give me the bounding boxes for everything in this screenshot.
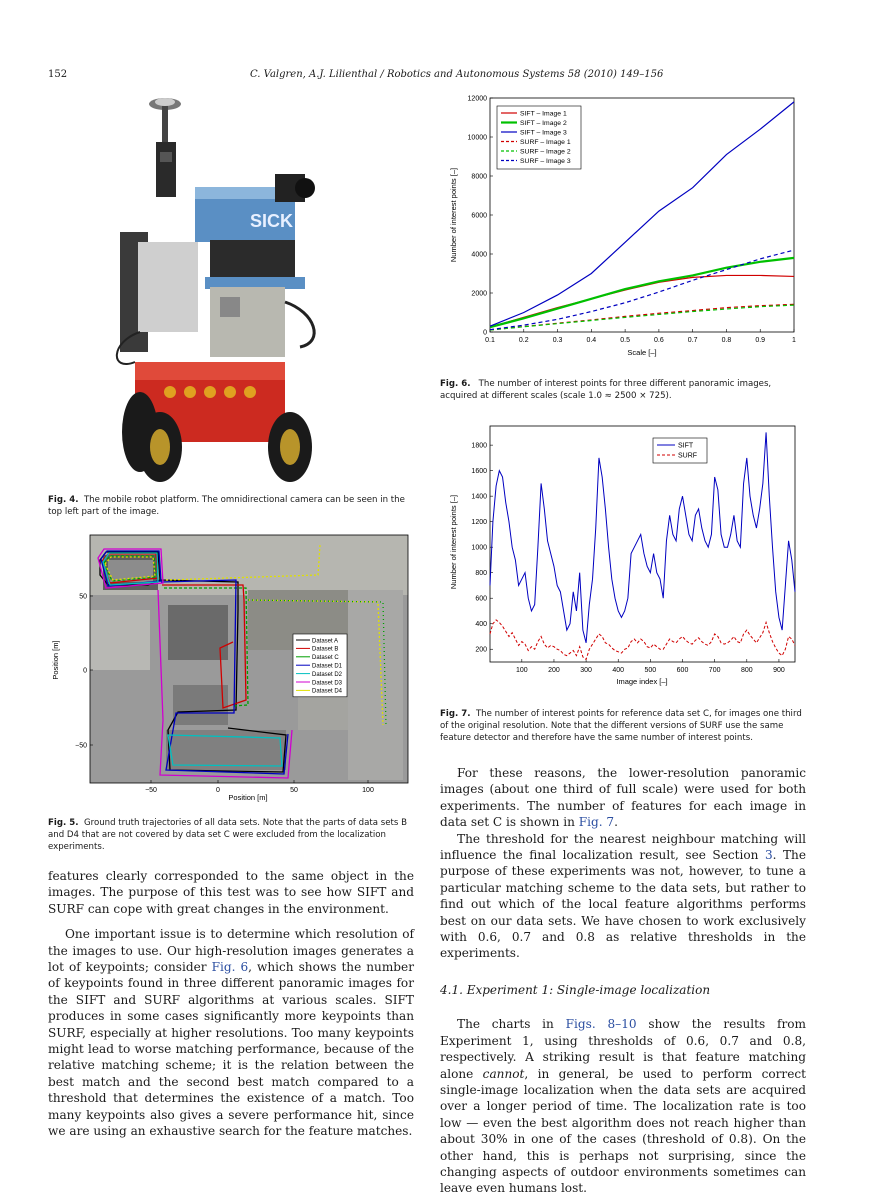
fig6-ytick-label: 12000: [467, 95, 487, 103]
fig5-legend-entry: Dataset D3: [312, 680, 343, 687]
fig5-legend-entry: Dataset D2: [312, 671, 343, 678]
fig7-xtick-label: 900: [773, 667, 785, 674]
fig6-xtick-label: 0.3: [552, 337, 563, 344]
fig7-xtick-label: 100: [515, 667, 528, 674]
fig7-caption: [440, 708, 806, 744]
fig6-ytick-label: 4000: [471, 251, 487, 259]
right-column-text: [440, 765, 806, 1197]
right-p1-text-a: For these reasons, the lower-resolution panoramic images (about one third of full scale) were used for both experiments. The number of features for each image in data set C is shown in: [440, 766, 806, 830]
fig7-label: Fig. 7.: [440, 709, 471, 719]
figs-8-10-link[interactable]: Figs. 8–10: [565, 1017, 637, 1032]
fig7-xtick-label: 300: [580, 667, 592, 674]
fig6-xlabel: Scale [–]: [627, 348, 657, 357]
right-p3-emphasis: cannot: [482, 1066, 525, 1081]
right-p2-text-a: The threshold for the nearest neighbour matching will influence the final localization result, see Section: [440, 831, 806, 863]
fig7-xtick-label: 600: [676, 667, 689, 674]
right-p3-text-a: The charts in: [457, 1017, 566, 1032]
fig4-text: The mobile robot platform. The omnidirectional camera can be seen in the top left part of the image.: [48, 495, 405, 517]
fig7-link[interactable]: Fig. 7: [578, 815, 615, 830]
fig6-ylabel: Number of interest points [–]: [449, 167, 458, 263]
fig5-xtick-label: 100: [362, 787, 374, 794]
fig5-caption: [48, 817, 414, 853]
fig7-xtick-label: 800: [740, 667, 753, 674]
fig5-xlabel: Position [m]: [228, 793, 268, 802]
fig7-ytick-label: 200: [475, 646, 487, 654]
left-p2-text-a: One important issue is to determine which resolution of the images to use. Our high-resolution images generates a lot of keypoints; consider: [48, 927, 414, 975]
fig5-ytick-label: 50: [79, 593, 87, 601]
fig7-xtick-label: 200: [548, 667, 560, 674]
fig6-legend-entry: SIFT – Image 2: [520, 120, 567, 127]
right-p3-text-c: , in general, be used to perform correct single-image localization when the data sets are acquired over a longer period of time. The localization rate is too low — even the best algorithm does not reach higher than about 30% in one of the cases (threshold of 0.8). On the other hand, this is perhaps not surprising, since the changing aspects of outdoor environments sometimes can leave even humans lost.: [440, 1066, 806, 1196]
fig6-xtick-label: 0.6: [654, 337, 664, 344]
fig5-legend-entry: Dataset A: [312, 638, 339, 645]
fig6-legend-entry: SIFT – Image 3: [520, 129, 567, 137]
fig7-ylabel: Number of interest points [–]: [449, 494, 458, 590]
fig6-xtick-label: 0.7: [687, 337, 698, 344]
fig5-legend-entry: Dataset D1: [312, 663, 343, 670]
fig7-ytick-label: 1800: [471, 442, 487, 450]
fig6-legend-entry: SURF – Image 3: [520, 158, 571, 165]
fig6-xtick-label: 0.5: [620, 337, 630, 344]
fig6-legend-entry: SURF – Image 2: [520, 148, 571, 156]
running-title: C. Valgren, A.J. Lilienthal / Robotics and Autonomous Systems 58 (2010) 149–156: [250, 69, 664, 80]
robot-photo: [100, 92, 332, 484]
fig5-label: Fig. 5.: [48, 818, 79, 828]
fig7-ytick-label: 600: [475, 595, 487, 603]
fig4-caption: [48, 494, 414, 518]
fig7-xlabel: Image index [–]: [616, 677, 668, 686]
fig5-ytick-label: −50: [75, 742, 87, 750]
fig6-xtick-label: 0.2: [518, 337, 529, 344]
fig6-legend-entry: SURF – Image 1: [520, 139, 571, 146]
fig6-xtick-label: 1: [792, 337, 796, 344]
fig7-ytick-label: 1600: [471, 468, 487, 476]
fig6-label: Fig. 6.: [440, 379, 471, 389]
fig7-ytick-label: 1200: [471, 519, 487, 527]
left-p2-text-b: , which shows the number of keypoints found in three different panoramic images for the SIFT and SURF algorithms at various scales. SIFT produces in some cases significantly more keypoints than SURF, especially at higher resolutions. Too many keypoints might lead to worse matching performance, because of the relative matching scheme; it is the relation between the best match and the second best match compared to a threshold that determines the existence of a match. Too many keypoints also gives a severe performance hit, since we are using an exhaustive search for the feature matches.: [48, 960, 414, 1139]
fig7-xtick-label: 500: [644, 667, 657, 674]
fig7-ytick-label: 400: [475, 621, 487, 629]
fig4-label: Fig. 4.: [48, 495, 79, 505]
fig5-xtick-label: −50: [145, 787, 157, 794]
right-p1-text-b: .: [614, 815, 618, 830]
right-p3-text-b: show the results from Experiment 1, using thresholds of 0.6, 0.7 and 0.8, respectively. A striking result is that feature matching alone: [440, 1017, 807, 1081]
right-paragraph-3: [440, 1016, 806, 1196]
page-number: 152: [48, 69, 68, 80]
right-paragraph-1: [440, 765, 806, 831]
fig5-xtick-label: 50: [290, 787, 298, 794]
fig7-legend-entry: SURF: [678, 452, 698, 460]
fig5-legend-entry: Dataset D4: [312, 688, 343, 695]
fig6-link[interactable]: Fig. 6: [211, 960, 249, 975]
section-heading: 4.1. Experiment 1: Single-image localization: [440, 982, 711, 997]
fig7-text: The number of interest points for reference data set C, for images one third of the original resolution. Note that the different versions of SURF use the same feature detector and therefore have the same number of interest points.: [440, 709, 802, 743]
fig5-xtick-label: 0: [216, 787, 220, 794]
fig5-legend-entry: Dataset C: [312, 655, 339, 662]
fig6-chart: [440, 90, 810, 370]
fig6-text: The number of interest points for three different panoramic images, acquired at different scales (scale 1.0 ≈ 2500 × 725).: [440, 379, 772, 401]
fig5-ylabel: Position [m]: [51, 640, 60, 680]
fig7-legend-entry: SIFT: [678, 442, 694, 450]
fig5-legend-entry: Dataset B: [312, 646, 339, 653]
left-paragraph-1: features clearly corresponded to the same object in the images. The purpose of this test was to see how SIFT and SURF can cope with great changes in the environment.: [48, 869, 414, 916]
right-p2-text-b: . The purpose of these experiments was not, however, to tune a particular matching scheme to the data sets, but rather to find out which of the local feature algorithms performs best on our data sets. We have chosen to work exclusively with 0.6, 0.7 and 0.8 as relative thresholds in the experiments.: [440, 848, 806, 961]
fig6-legend-entry: SIFT – Image 1: [520, 110, 567, 118]
fig6-ytick-label: 6000: [471, 212, 487, 220]
right-paragraph-2: [440, 831, 806, 962]
fig7-chart: [440, 422, 810, 692]
fig6-caption: [440, 378, 806, 402]
fig7-ytick-label: 1400: [471, 493, 487, 501]
fig6-ytick-label: 0: [483, 329, 487, 337]
fig6-xtick-label: 0.9: [755, 337, 766, 344]
fig7-ytick-label: 1000: [471, 544, 487, 552]
fig6-xtick-label: 0.1: [485, 337, 495, 344]
fig5-text: Ground truth trajectories of all data sets. Note that the parts of data sets B and D4 that are not covered by data set C were excluded from the localization experiments.: [48, 818, 408, 852]
left-column-text: [48, 868, 414, 1140]
fig5-ytick-label: 0: [83, 667, 87, 675]
fig7-xtick-label: 400: [612, 667, 625, 674]
fig7-ytick-label: 800: [475, 570, 487, 578]
section-3-link[interactable]: 3: [764, 848, 773, 863]
fig6-ytick-label: 2000: [471, 290, 487, 298]
left-paragraph-2: [48, 926, 414, 1139]
fig7-xtick-label: 700: [708, 667, 721, 674]
sick-logo: SICK: [250, 211, 294, 231]
fig5-trajectory-plot: [48, 530, 418, 810]
fig6-ytick-label: 8000: [471, 173, 487, 181]
fig6-ytick-label: 10000: [467, 134, 487, 142]
fig6-xtick-label: 0.4: [586, 337, 597, 344]
fig6-xtick-label: 0.8: [721, 337, 732, 344]
